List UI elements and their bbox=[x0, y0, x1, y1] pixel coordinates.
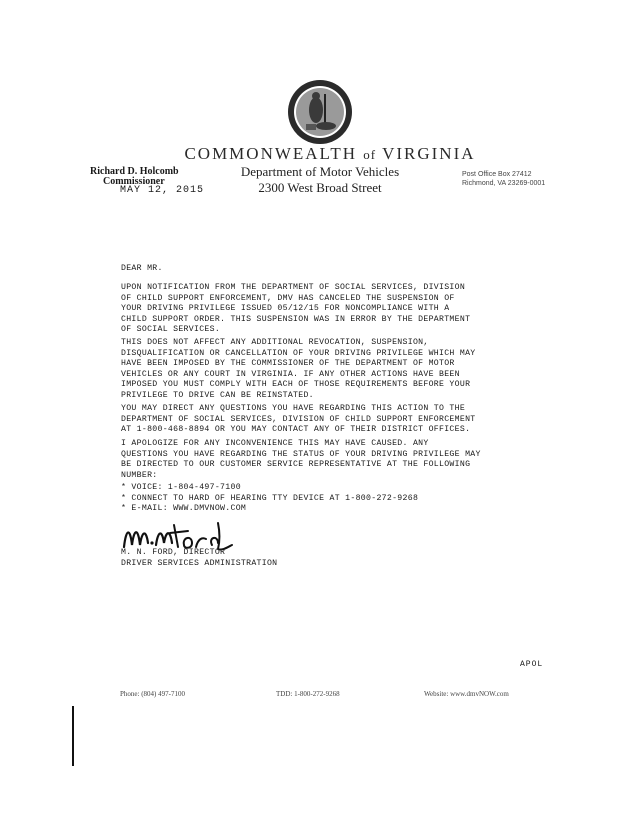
salutation: DEAR MR. bbox=[121, 264, 163, 273]
paragraph-line: PRIVILEGE TO DRIVE CAN BE REINSTATED. bbox=[121, 390, 314, 400]
po-box: Post Office Box 27412 bbox=[462, 171, 532, 178]
paragraph-3 bbox=[121, 404, 541, 436]
commissioner-title: Commissioner bbox=[103, 176, 165, 187]
paragraph-line: IMPOSED YOU MUST COMPLY WITH EACH OF THOSE REQUIREMENTS BEFORE YOUR bbox=[121, 380, 471, 389]
commonwealth-word: COMMONWEALTH bbox=[184, 144, 358, 163]
paragraph-line: HAVE BEEN IMPOSED BY THE COMMISSIONER OF THE DEPARTMENT OF MOTOR bbox=[121, 359, 455, 368]
paragraph-line: DEPARTMENT OF SOCIAL SERVICES, DIVISION OF CHILD SUPPORT ENFORCEMENT bbox=[121, 414, 476, 424]
virginia-seal-icon bbox=[286, 78, 354, 146]
paragraph-line: YOU MAY DIRECT ANY QUESTIONS YOU HAVE REGARDING THIS ACTION TO THE bbox=[121, 404, 466, 413]
of-word: of bbox=[363, 147, 377, 162]
po-box-block bbox=[462, 170, 545, 188]
paragraph-line: OF SOCIAL SERVICES. bbox=[121, 325, 221, 334]
footer-phone: Phone: (804) 497-7100 bbox=[120, 690, 185, 698]
contact-email: * E-MAIL: WWW.DMVNOW.COM bbox=[121, 504, 247, 513]
paragraph-line: THIS DOES NOT AFFECT ANY ADDITIONAL REVOCATION, SUSPENSION, bbox=[121, 338, 429, 347]
signer-title: DRIVER SERVICES ADMINISTRATION bbox=[121, 558, 278, 568]
paragraph-line: QUESTIONS YOU HAVE REGARDING THE STATUS OF YOUR DRIVING PRIVILEGE MAY bbox=[121, 449, 481, 459]
paragraph-line: BE DIRECTED TO OUR CUSTOMER SERVICE REPRESENTATIVE AT THE FOLLOWING bbox=[121, 460, 471, 469]
contact-voice: * VOICE: 1-804-497-7100 bbox=[121, 483, 241, 492]
letterhead-commonwealth bbox=[180, 144, 480, 164]
signer-name: M. N. FORD, DIRECTOR bbox=[121, 548, 226, 557]
paragraph-line: OF CHILD SUPPORT ENFORCEMENT, DMV HAS CANCELED THE SUSPENSION OF bbox=[121, 293, 455, 303]
apol-code: APOL bbox=[520, 660, 544, 669]
paragraph-line: VEHICLES OR ANY COURT IN VIRGINIA. IF ANY OTHER ACTIONS HAVE BEEN bbox=[121, 369, 460, 379]
paragraph-line: YOUR DRIVING PRIVILEGE ISSUED 05/12/15 FOR NONCOMPLIANCE WITH A bbox=[121, 304, 450, 313]
footer-website: Website: www.dmvNOW.com bbox=[424, 690, 509, 698]
letter-date: MAY 12, 2015 bbox=[120, 185, 205, 196]
paragraph-2 bbox=[121, 338, 541, 401]
margin-line bbox=[72, 706, 74, 766]
paragraph-line: NUMBER: bbox=[121, 470, 158, 480]
paragraph-1 bbox=[121, 283, 541, 336]
footer-tdd: TDD: 1-800-272-9268 bbox=[276, 690, 340, 698]
paragraph-line: AT 1-800-468-8894 OR YOU MAY CONTACT ANY OF THEIR DISTRICT OFFICES. bbox=[121, 425, 471, 434]
paragraph-4 bbox=[121, 439, 541, 481]
paragraph-line: DISQUALIFICATION OR CANCELLATION OF YOUR DRIVING PRIVILEGE WHICH MAY bbox=[121, 348, 476, 358]
virginia-word: VIRGINIA bbox=[382, 144, 476, 163]
contact-list bbox=[121, 483, 541, 515]
paragraph-line: UPON NOTIFICATION FROM THE DEPARTMENT OF SOCIAL SERVICES, DIVISION bbox=[121, 283, 466, 292]
department-name: Department of Motor Vehicles bbox=[240, 164, 400, 179]
city-line: Richmond, VA 23269-0001 bbox=[462, 180, 546, 187]
department-address: 2300 West Broad Street bbox=[258, 180, 382, 195]
paragraph-line: I APOLOGIZE FOR ANY INCONVENIENCE THIS MAY HAVE CAUSED. ANY bbox=[121, 439, 429, 448]
contact-tty: * CONNECT TO HARD OF HEARING TTY DEVICE AT 1-800-272-9268 bbox=[121, 493, 419, 503]
commissioner-name: Richard D. Holcomb bbox=[90, 166, 179, 177]
signature-block bbox=[121, 548, 541, 569]
paragraph-line: CHILD SUPPORT ORDER. THIS SUSPENSION WAS IN ERROR BY THE DEPARTMENT bbox=[121, 314, 471, 324]
